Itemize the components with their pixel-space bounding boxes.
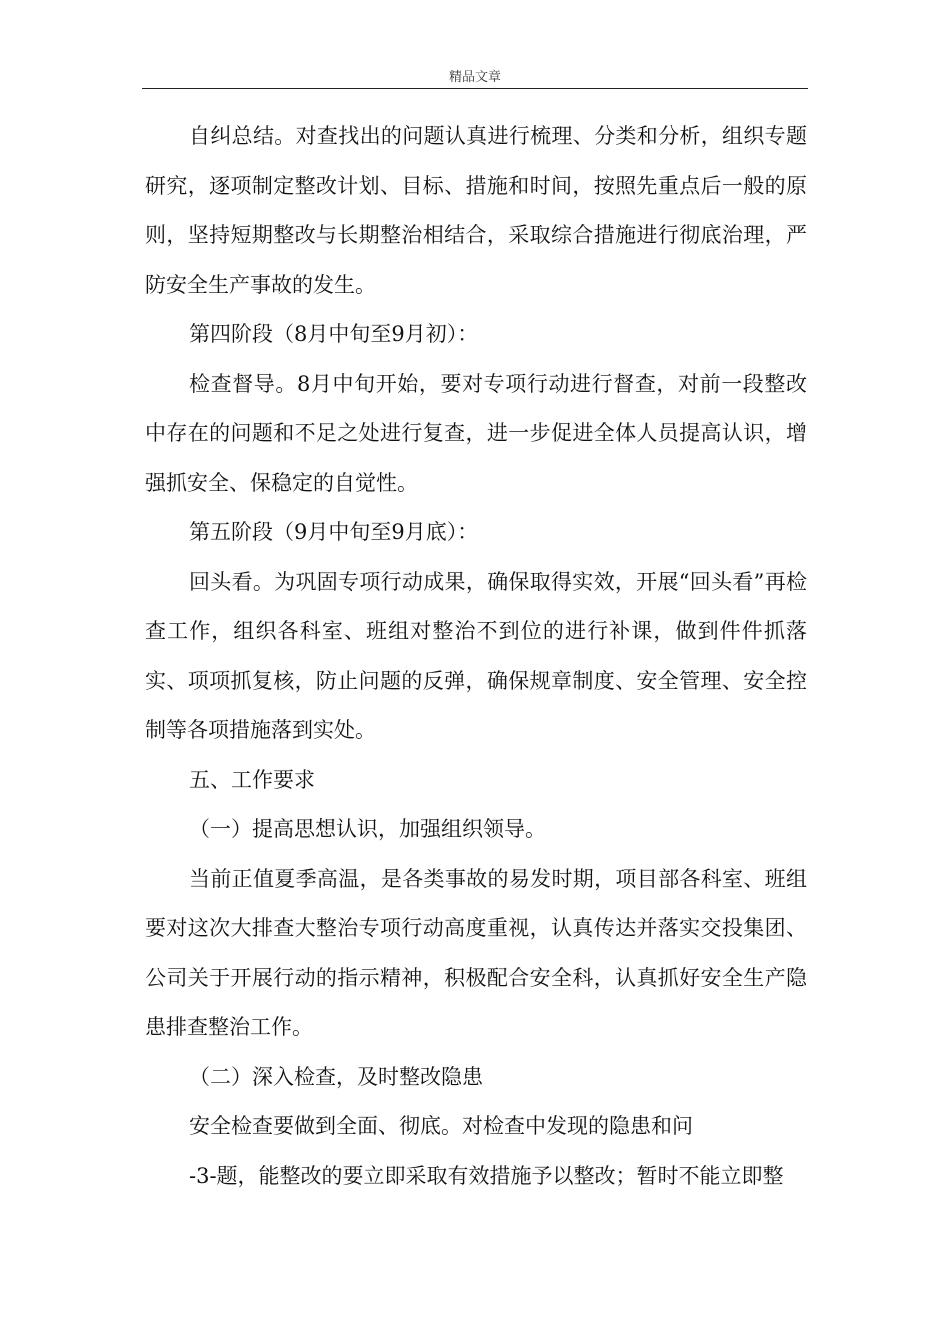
section-heading: 五、工作要求 <box>189 767 315 792</box>
paragraph: 当前正值夏季高温，是各类事故的易发时期，项目部各科室、班组要对这次大排查大整治专项行动高度重视，认真传达并落实交投集团、公司关于开展行动的指示精神，积极配合安全科，认真抓好安全生产隐患排查整治工作。 <box>145 866 807 1039</box>
paragraph: 安全检查要做到全面、彻底。对检查中发现的隐患和问 <box>189 1114 693 1138</box>
paragraph-with-page-number: -3-题，能整改的要立即采取有效措施予以整改；暂时不能立即整 <box>189 1163 784 1188</box>
subsection-heading: （二）深入检查，及时整改隐患 <box>189 1064 483 1089</box>
section-heading: 第四阶段（8月中旬至9月初）： <box>189 322 479 346</box>
document-body <box>145 112 807 1201</box>
paragraph: 自纠总结。对查找出的问题认真进行梳理、分类和分析，组织专题研究，逐项制定整改计划、目标、措施和时间，按照先重点后一般的原则，坚持短期整改与长期整治相结合，采取综合措施进行彻底治理，严防安全生产事故的发生。 <box>145 124 807 297</box>
page-header-title: 精品文章 <box>448 70 501 85</box>
subsection-heading: （一）提高思想认识，加强组织领导。 <box>189 817 546 841</box>
header-divider <box>142 88 808 89</box>
paragraph: 回头看。为巩固专项行动成果，确保取得实效，开展“回头看”再检查工作，组织各科室、班组对整治不到位的进行补课，做到件件抓落实、项项抓复核，防止问题的反弹，确保规章制度、安全管理、安全控制等各项措施落到实处。 <box>145 569 807 742</box>
section-heading: 第五阶段（9月中旬至9月底）： <box>189 520 479 544</box>
paragraph: 检查督导。8月中旬开始，要对专项行动进行督查，对前一段整改中存在的问题和不足之处进行复查，进一步促进全体人员提高认识，增强抓安全、保稳定的自觉性。 <box>145 371 807 495</box>
